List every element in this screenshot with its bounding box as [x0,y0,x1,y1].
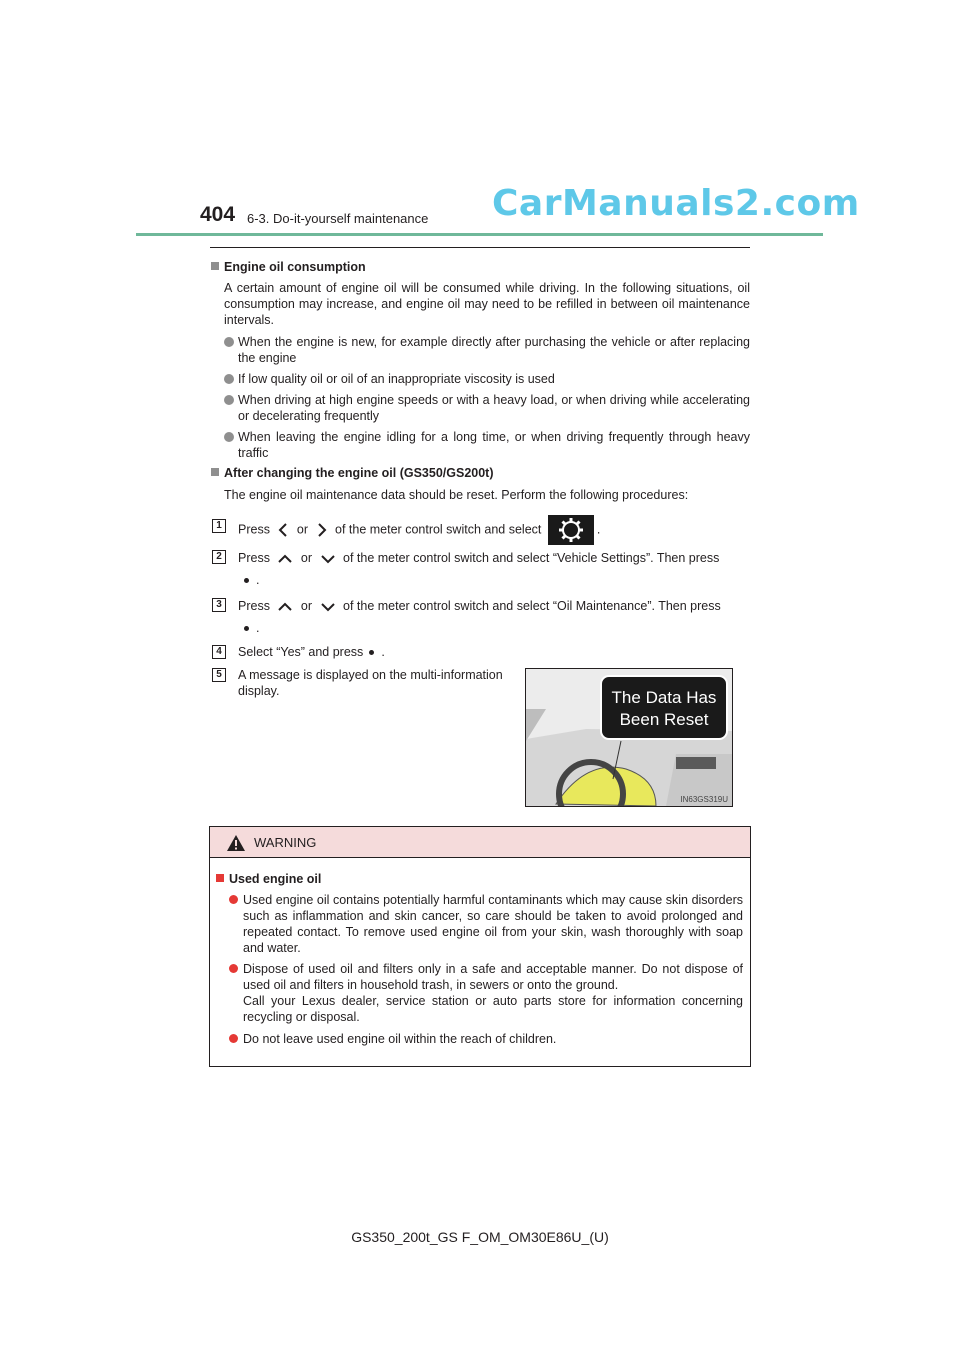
list-item: When leaving the engine idling for a long time, or when driving frequently through heavy traffic [238,430,750,460]
enter-button-icon [366,647,378,659]
illustration-code: IN63GS319U [680,795,728,804]
warning-heading: Used engine oil [216,871,321,887]
dashboard-illustration [526,669,732,806]
bullet-icon [224,432,234,442]
step-number: 3 [212,598,226,612]
warning-title: WARNING [254,835,317,850]
chevron-left-icon [276,521,290,539]
warning-item: Dispose of used oil and filters only in a safe and acceptable manner. Do not dispose of used oil and filters in household trash, in sewers or onto the ground. [243,962,743,992]
chevron-right-icon [315,521,329,539]
oil-consumption-intro: A certain amount of engine oil will be consumed while driving. In the following situations, oil consumption may increase, and engine oil may need to be refilled in between oil maintenance intervals. [224,281,750,327]
step-2: Press or of the meter control switch and select “Vehicle Settings”. Then press . [238,551,720,587]
header-rule [136,233,823,236]
step-number: 2 [212,550,226,564]
gear-icon [548,515,594,545]
square-bullet-icon [216,874,224,882]
square-bullet-icon [211,262,219,270]
list-item: When driving at high engine speeds or with a heavy load, or when driving while accelerating or decelerating frequently [238,393,750,423]
reset-message-illustration [525,668,733,807]
step-1: Press or of the meter control switch and select . [238,515,750,545]
enter-button-icon [241,575,253,587]
page-number: 404 [200,203,236,226]
bullet-icon [224,395,234,405]
enter-button-icon [241,623,253,635]
section-title: 6-3. Do-it-yourself maintenance [247,211,429,226]
list-item: If low quality oil or oil of an inappropriate viscosity is used [238,372,555,386]
warning-triangle-icon [226,834,246,852]
warning-bullet-icon [229,1034,238,1043]
step-4: Select “Yes” and press . [238,645,385,659]
warning-bullet-icon [229,895,238,904]
watermark: CarManuals2.com [492,183,860,224]
chevron-down-icon [319,552,337,566]
after-change-intro: The engine oil maintenance data should be reset. Perform the following procedures: [224,488,689,502]
bullet-icon [224,374,234,384]
warning-item: Used engine oil contains potentially harmful contaminants which may cause skin disorders such as inflammation and skin cancer, so care should be taken to avoid prolonged and repeated contact. To remove used engine oil from your skin, wash thoroughly with soap and water. [243,893,743,955]
step-5: A message is displayed on the multi-information display. [238,668,503,698]
warning-bullet-icon [229,964,238,973]
chevron-down-icon [319,600,337,614]
chevron-up-icon [276,552,294,566]
chevron-up-icon [276,600,294,614]
bullet-icon [224,337,234,347]
oil-consumption-heading: Engine oil consumption [211,259,366,275]
warning-item-continued: Call your Lexus dealer, service station or auto parts store for information concerning recycling or disposal. [243,994,743,1024]
step-number: 1 [212,519,226,533]
reset-message-line2: Been Reset [619,710,709,729]
square-bullet-icon [211,468,219,476]
after-change-heading: After changing the engine oil (GS350/GS200t) [211,465,494,481]
section-divider [210,247,750,248]
warning-header [210,827,750,858]
document-code: GS350_200t_GS F_OM_OM30E86U_(U) [351,1229,609,1245]
list-item: When the engine is new, for example directly after purchasing the vehicle or after replacing the engine [238,335,750,365]
reset-message-line1: The Data Has [611,688,717,707]
warning-item: Do not leave used engine oil within the reach of children. [243,1032,557,1046]
step-number: 5 [212,668,226,682]
step-3: Press or of the meter control switch and select “Oil Maintenance”. Then press . [238,599,721,635]
step-number: 4 [212,645,226,659]
